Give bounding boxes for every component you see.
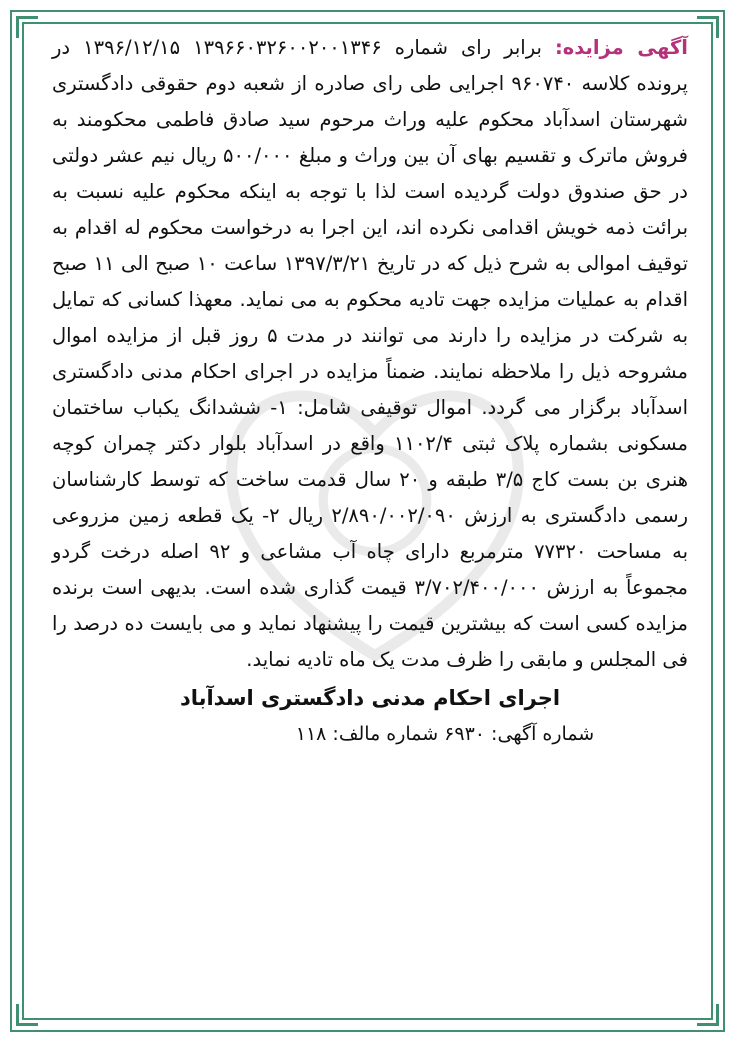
notice-label: آگهی مزایده: [554, 36, 688, 59]
notice-body-text: برابر رای شماره ۱۳۹۶۶۰۳۲۶۰۰۲۰۰۱۳۴۶ ۱۳۹۶/۱۲/۱۵ در پرونده کلاسه ۹۶۰۷۴۰ اجرایی طی رای صادره از شعبه دوم حقوقی دادگستری شهرستان اسدآباد محکوم علیه وراث مرحوم سید صادق فاطمی محکومند به فروش ماترک و تقسیم بهای آن بین وراث و مبلغ ۵۰۰/۰۰۰ ریال نیم عشر دولتی در حق صندوق دولت گردیده است لذا با توجه به اینکه محکوم علیه نسبت به برائت ذمه خویش اقدامی نکرده اند، این اجرا به درخواست محکوم له اقدام به توقیف اموالی به شرح ذیل که در تاریخ ۱۳۹۷/۳/۲۱ ساعت ۱۰ صبح الی ۱۱ صبح اقدام به عملیات مزایده جهت تادیه محکوم به می نماید. معهذا کسانی که تمایل به شرکت در مزایده را دارند می توانند در مدت ۵ روز قبل از مزایده اموال مشروحه ذیل را ملاحظه نمایند. ضمناً مزایده در اجرای احکام مدنی دادگستری اسدآباد برگزار می گردد. اموال توقیفی شامل: ۱- ششدانگ یکباب ساختمان مسکونی بشماره پلاک ثبتی ۱۱۰۲/۴ واقع در اسدآباد بلوار دکتر چمران کوچه هنری بن بست کاج ۳/۵ طبقه و ۲۰ سال قدمت ساخت که توسط کارشناسان رسمی دادگستری به ارزش ۲/۸۹۰/۰۰۲/۰۹۰ ریال ۲- یک قطعه زمین مزروعی به مساحت ۷۷۳۲۰ مترمربع دارای چاه آب مشاعی و ۹۲ اصله درخت گردو مجموعاً به ارزش ۳/۷۰۲/۴۰۰/۰۰۰ قیمت گذاری شده است. بدیهی است برنده مزایده کسی است که بیشترین قیمت را پیشنهاد نماید و می بایست ده درصد را فی المجلس و مابقی را ظرف مدت یک ماه تادیه نماید. [52, 36, 688, 671]
notice-content [52, 30, 688, 752]
notice-body [52, 30, 688, 678]
notice-reference-numbers: شماره آگهی: ۶۹۳۰ شماره مالف: ۱۱۸ [295, 723, 595, 745]
issuer-signature: اجرای احکام مدنی دادگستری اسدآباد [179, 686, 561, 710]
